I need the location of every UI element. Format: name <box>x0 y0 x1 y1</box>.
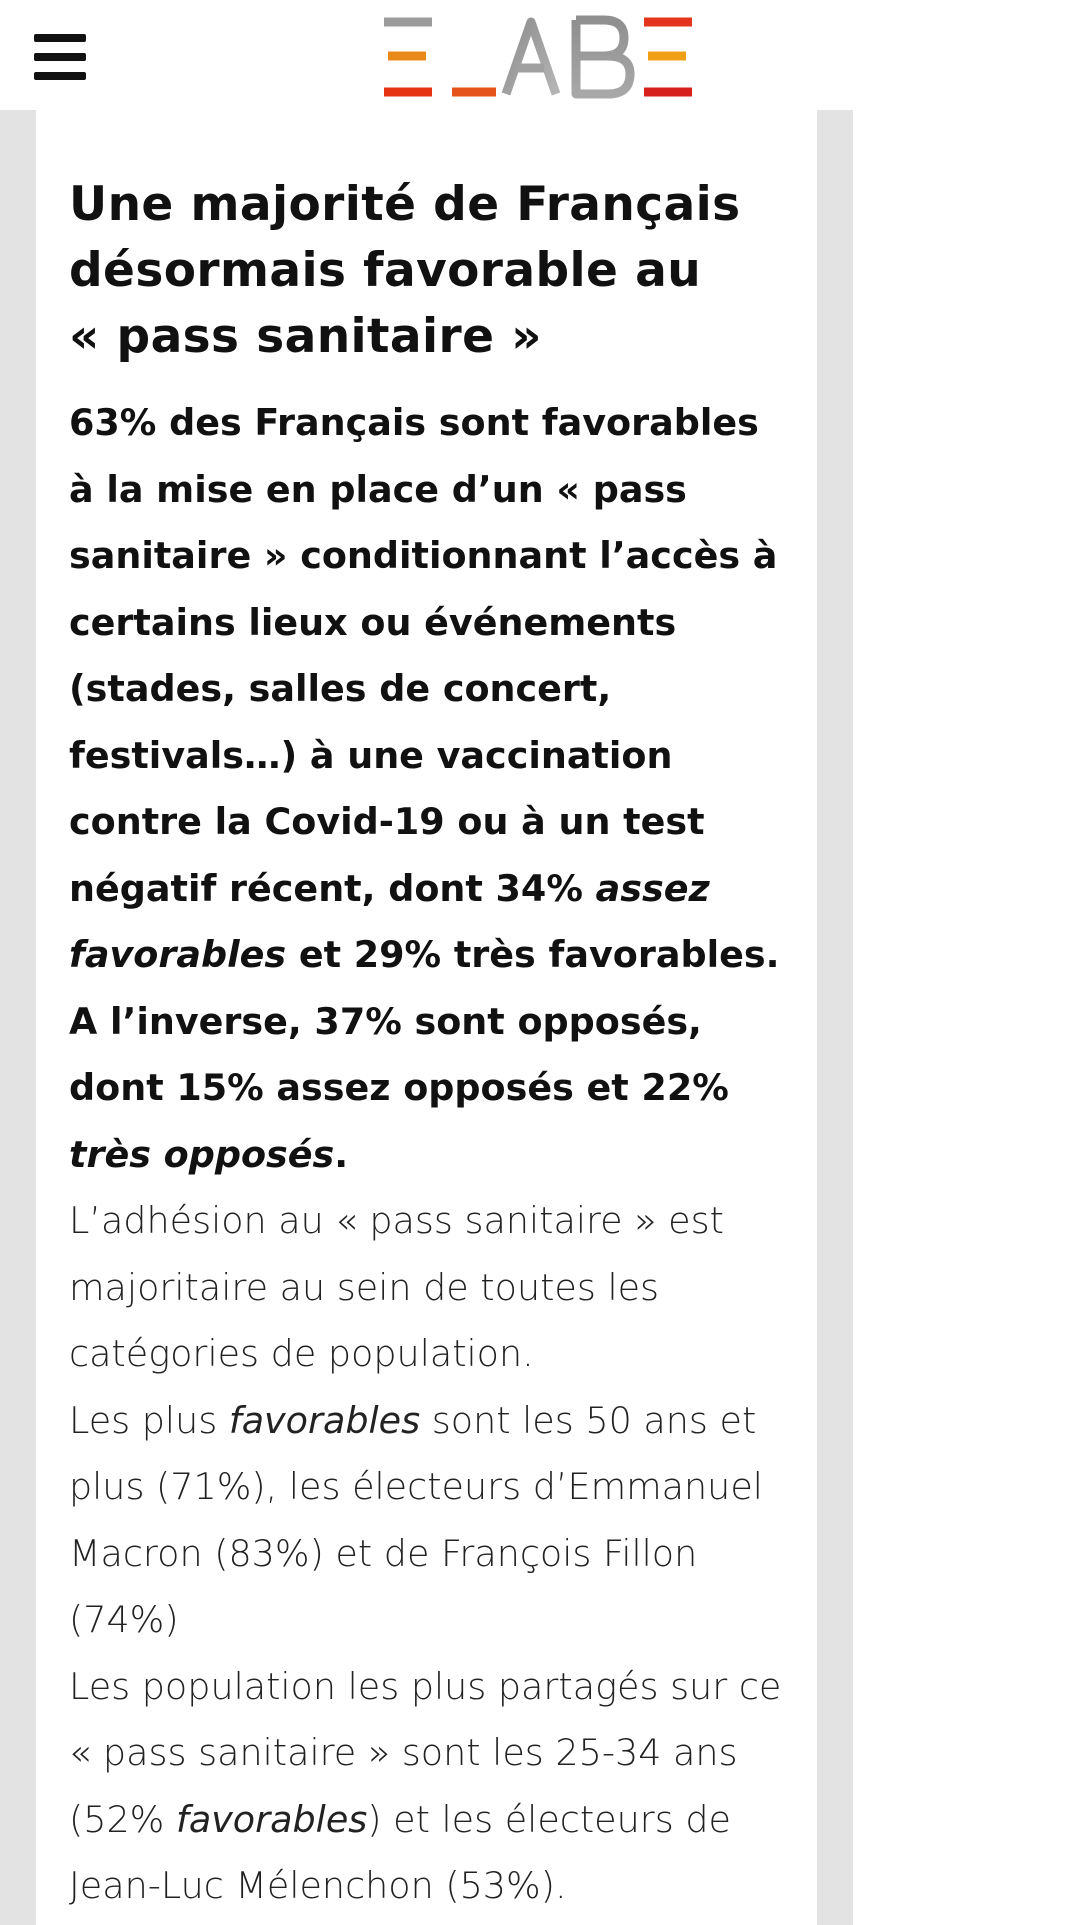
article-title <box>69 172 789 370</box>
paragraph-text: Les population les plus partagés sur ce « pass sanitaire » sont les 25-34 ans (52% <box>69 1664 782 1841</box>
lead-text: . <box>334 1132 349 1176</box>
elabe-logo[interactable] <box>380 14 700 100</box>
lead-text: et 29% très favorables. A l’inverse, 37% sont opposés, dont 15% assez opposés et 22% <box>69 933 780 1109</box>
article-paragraph <box>69 1388 789 1654</box>
lead-emphasis: assez favorables <box>69 866 710 976</box>
article-paragraph: L’adhésion au « pass sanitaire » est majoritaire au sein de toutes les catégories de population. <box>69 1199 724 1375</box>
paragraph-emphasis: favorables <box>175 1797 368 1841</box>
logo-letter-e-2 <box>644 22 692 92</box>
hamburger-menu-icon[interactable] <box>34 34 88 80</box>
lead-text: 63% des Français sont favorables à la mise en place d’un « pass sanitaire » conditionnant l’accès à certains lieux ou événements (stades, salles de concert, festivals…) à une vaccination contre la Covid-19 ou à un test négatif récent, dont 34% <box>69 401 778 910</box>
lead-emphasis: très opposés <box>69 1132 335 1176</box>
title-line: « pass sanitaire » <box>69 309 542 364</box>
title-line: Une majorité de Français <box>69 177 741 232</box>
top-bar <box>0 0 1080 110</box>
logo-letter-a <box>506 22 556 94</box>
logo-letter-b <box>576 20 630 94</box>
paragraph-emphasis: favorables <box>228 1398 421 1442</box>
paragraph-text: ) et les électeurs de Jean-Luc Mélenchon (53%). <box>69 1797 731 1907</box>
menu-line <box>34 34 86 42</box>
paragraph-text: Les plus <box>69 1398 229 1442</box>
article-card <box>36 110 817 1925</box>
menu-line <box>34 53 86 61</box>
menu-line <box>34 72 86 80</box>
page-background-left <box>0 110 36 1925</box>
logo-letter-l <box>452 20 496 92</box>
logo-letter-e <box>384 22 432 92</box>
article-paragraph <box>69 1654 789 1920</box>
article-lead <box>69 390 789 1188</box>
title-line: désormais favorable au <box>69 243 702 298</box>
page-background-right <box>817 110 853 1925</box>
article-content <box>69 172 789 1920</box>
paragraph-text: sont les 50 ans et plus (71%), les électeurs d’Emmanuel Macron (83%) et de François Fillon (74%) <box>69 1398 763 1641</box>
